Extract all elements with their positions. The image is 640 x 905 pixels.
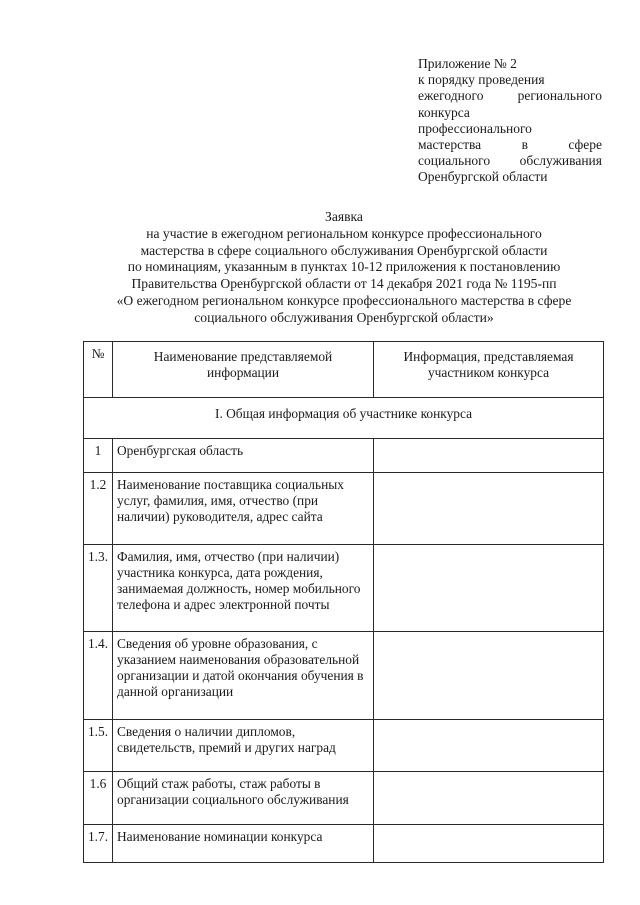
heading-title: Заявка <box>325 209 363 224</box>
row-name: Общий стаж работы, стаж работы в организации социального обслуживания <box>113 772 374 825</box>
table-row <box>84 473 604 545</box>
row-num: 1.3. <box>84 545 113 632</box>
row-num: 1.2 <box>84 473 113 545</box>
appendix-line: социального обслуживания <box>418 153 602 169</box>
row-num: 1.7. <box>84 825 113 863</box>
row-info-input[interactable] <box>374 439 604 473</box>
heading-line: «О ежегодном региональном конкурсе профессионального мастерства в сфере <box>116 292 572 308</box>
heading-line: на участие в ежегодном региональном конкурсе профессионального <box>146 225 542 241</box>
heading-line: мастерства в сфере социального обслуживания Оренбургской области <box>140 242 548 258</box>
row-info-input[interactable] <box>374 473 604 545</box>
row-info-input[interactable] <box>374 772 604 825</box>
header-num: № <box>84 342 113 398</box>
application-form-table <box>83 341 604 863</box>
appendix-line: ежегодного регионального <box>418 88 602 104</box>
appendix-line: к порядку проведения <box>418 72 545 88</box>
row-info-input[interactable] <box>374 720 604 772</box>
row-name: Фамилия, имя, отчество (при наличии) участника конкурса, дата рождения, занимаемая должность, номер мобильного телефона и адрес электронной почты <box>113 545 374 632</box>
row-num: 1 <box>84 439 113 473</box>
row-info-input[interactable] <box>374 545 604 632</box>
heading-line: по номинациям, указанным в пунктах 10-12 приложения к постановлению <box>127 259 561 275</box>
table-row <box>84 772 604 825</box>
application-heading <box>84 209 604 327</box>
section-row <box>84 398 604 439</box>
appendix-line: Оренбургской области <box>418 169 548 185</box>
row-num: 1.6 <box>84 772 113 825</box>
header-name: Наименование представляемой информации <box>113 342 374 398</box>
appendix-note <box>418 56 602 186</box>
table-row <box>84 825 604 863</box>
appendix-line: Приложение № 2 <box>418 56 517 71</box>
table-row <box>84 439 604 473</box>
appendix-line: профессионального <box>418 120 532 136</box>
row-name: Сведения об уровне образования, с указанием наименования образовательной организации и датой окончания обучения в данной организации <box>113 632 374 720</box>
appendix-line: конкурса <box>418 104 470 120</box>
table-row <box>84 545 604 632</box>
row-name: Наименование номинации конкурса <box>113 825 374 863</box>
table-row <box>84 632 604 720</box>
row-num: 1.5. <box>84 720 113 772</box>
table-header-row <box>84 342 604 398</box>
heading-line: Правительства Оренбургской области от 14 декабря 2021 года № 1195-пп <box>131 276 557 292</box>
table-row <box>84 720 604 772</box>
row-name: Сведения о наличии дипломов, свидетельств, премий и других наград <box>113 720 374 772</box>
section-title: I. Общая информация об участнике конкурса <box>84 398 604 439</box>
row-name: Наименование поставщика социальных услуг, фамилия, имя, отчество (при наличии) руководителя, адрес сайта <box>113 473 374 545</box>
header-info: Информация, представляемая участником конкурса <box>374 342 604 398</box>
row-info-input[interactable] <box>374 632 604 720</box>
row-num: 1.4. <box>84 632 113 720</box>
appendix-line: мастерства в сфере <box>418 137 602 153</box>
row-info-input[interactable] <box>374 825 604 863</box>
row-name: Оренбургская область <box>113 439 374 473</box>
heading-line: социального обслуживания Оренбургской области» <box>194 309 494 325</box>
